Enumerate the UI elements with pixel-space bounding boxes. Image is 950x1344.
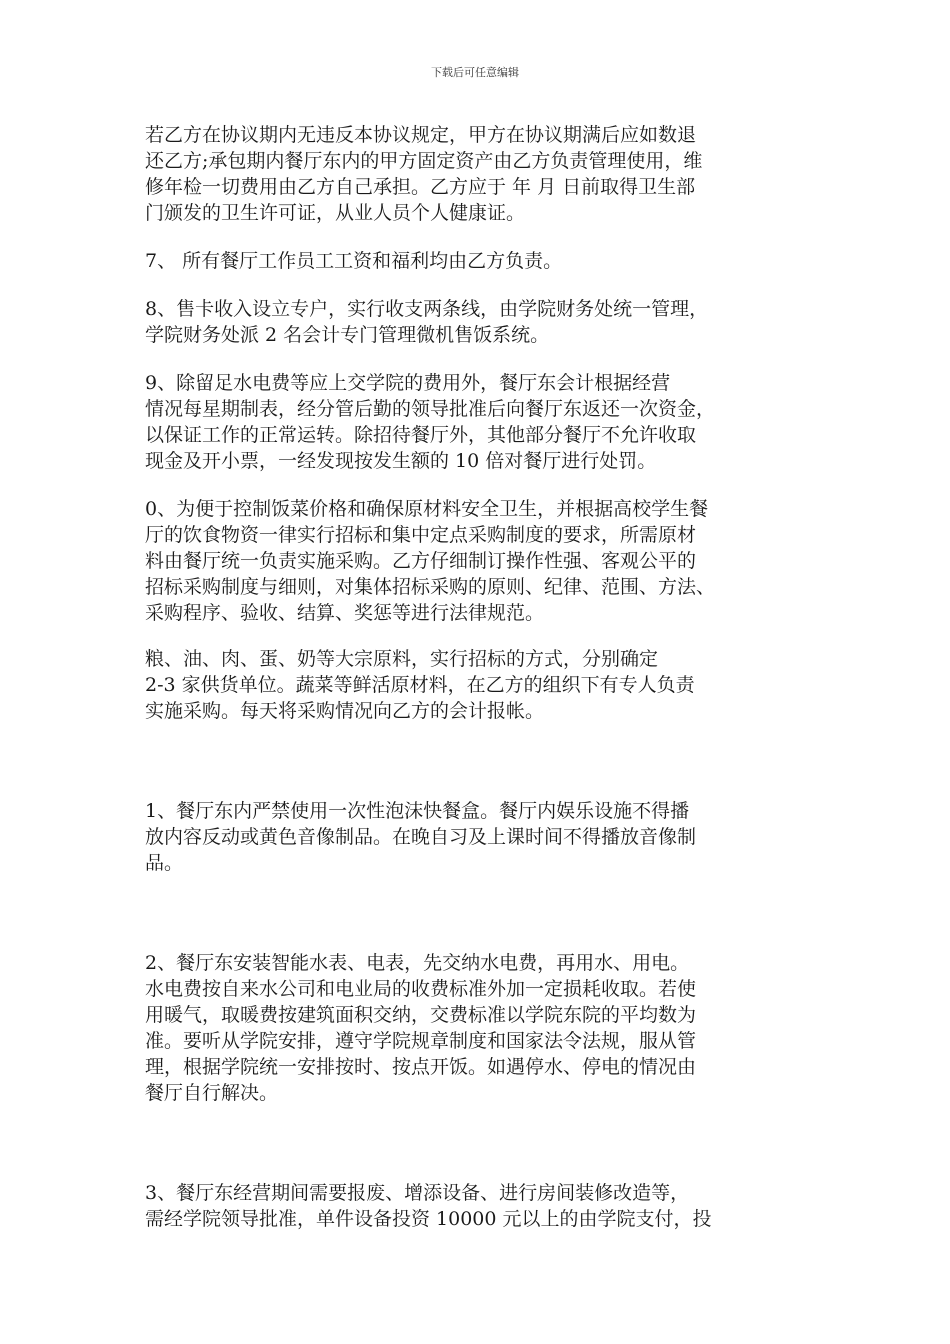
text-line: 放内容反动或黄色音像制品。在晚自习及上课时间不得播放音像制: [145, 826, 697, 848]
text-line: 准。要听从学院安排，遵守学院规章制度和国家法令法规，服从管: [145, 1030, 697, 1052]
text-line: 9、除留足水电费等应上交学院的费用外，餐厅东会计根据经营: [145, 372, 671, 394]
text-line: 7、 所有餐厅工作员工工资和福利均由乙方负责。: [145, 250, 563, 272]
paragraph-item-9: [145, 370, 805, 474]
text-line: 情况每星期制表，经分管后勤的领导批准后向餐厅东返还一次资金，: [145, 398, 716, 420]
paragraph-item-7: [145, 248, 805, 274]
paragraph-rule-3: [145, 1180, 805, 1232]
paragraph-bulk-procurement: [145, 646, 805, 724]
text-line: 餐厅自行解决。: [145, 1082, 279, 1104]
text-line: 采购程序、验收、结算、奖惩等进行法律规范。: [145, 602, 545, 624]
text-line: 料由餐厅统一负责实施采购。乙方仔细制订操作性强、客观公平的: [145, 550, 697, 572]
text-line: 学院财务处派 2 名会计专门管理微机售饭系统。: [145, 324, 550, 346]
text-line: 品。: [145, 852, 184, 874]
text-line: 2、餐厅东安装智能水表、电表，先交纳水电费，再用水、用电。: [145, 952, 690, 974]
paragraph-item-10: [145, 496, 805, 626]
text-line: 修年检一切费用由乙方自己承担。乙方应于 年 月 日前取得卫生部: [145, 176, 696, 198]
text-line: 以保证工作的正常运转。除招待餐厅外，其他部分餐厅不允许收取: [145, 424, 697, 446]
document-body: [145, 122, 805, 1232]
paragraph-deposit-refund: [145, 122, 805, 226]
text-line: 现金及开小票，一经发现按发生额的 10 倍对餐厅进行处罚。: [145, 450, 657, 472]
text-line: 3、餐厅东经营期间需要报废、增添设备、进行房间装修改造等，: [145, 1182, 690, 1204]
text-line: 理，根据学院统一安排按时、按点开饭。如遇停水、停电的情况由: [145, 1056, 697, 1078]
paragraph-item-8: [145, 296, 805, 348]
paragraph-rule-2: [145, 950, 805, 1106]
text-line: 厅的饮食物资一律实行招标和集中定点采购制度的要求，所需原材: [145, 524, 697, 546]
text-line: 需经学院领导批准，单件设备投资 10000 元以上的由学院支付，投: [145, 1208, 712, 1230]
text-line: 实施采购。每天将采购情况向乙方的会计报帐。: [145, 700, 545, 722]
text-line: 1、餐厅东内严禁使用一次性泡沫快餐盒。餐厅内娱乐设施不得播: [145, 800, 690, 822]
text-line: 2-3 家供货单位。蔬菜等鲜活原材料，在乙方的组织下有专人负责: [145, 674, 695, 696]
text-line: 还乙方;承包期内餐厅东内的甲方固定资产由乙方负责管理使用，维: [145, 150, 703, 172]
text-line: 水电费按自来水公司和电业局的收费标准外加一定损耗收取。若使: [145, 978, 697, 1000]
text-line: 用暖气，取暖费按建筑面积交纳，交费标准以学院东院的平均数为: [145, 1004, 697, 1026]
text-line: 粮、油、肉、蛋、奶等大宗原料，实行招标的方式，分别确定: [145, 648, 659, 670]
text-line: 若乙方在协议期内无违反本协议规定，甲方在协议期满后应如数退: [145, 124, 697, 146]
text-line: 8、售卡收入设立专户，实行收支两条线，由学院财务处统一管理，: [145, 298, 709, 320]
text-line: 招标采购制度与细则，对集体招标采购的原则、纪律、范围、方法、: [145, 576, 716, 598]
text-line: 门颁发的卫生许可证，从业人员个人健康证。: [145, 202, 526, 224]
text-line: 0、为便于控制饭菜价格和确保原材料安全卫生，并根据高校学生餐: [145, 498, 709, 520]
page-header: 下载后可任意编辑: [431, 66, 519, 79]
paragraph-rule-1: [145, 798, 805, 876]
